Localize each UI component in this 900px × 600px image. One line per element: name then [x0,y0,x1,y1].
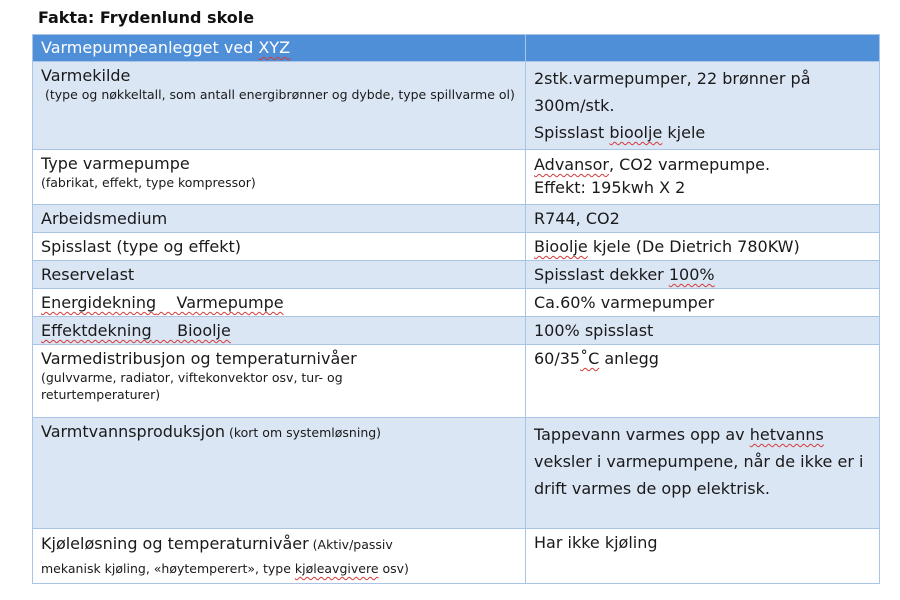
row-value: R744, CO2 [534,209,620,228]
row-label: Reservelast [41,265,135,284]
value-text: Spisslast [534,123,610,142]
header-text-xyz: XYZ [258,38,291,57]
value-text-bioolje: Bioolje [534,237,588,256]
row-value-cell [526,317,880,345]
header-text: Varmepumpeanlegget ved [41,38,259,57]
row-label-cell [33,233,526,261]
table-row [33,205,880,233]
page-title: Fakta: Frydenlund skole [38,8,255,27]
row-sublabel: (Aktiv/passiv [308,537,393,552]
table-row [33,345,880,418]
table-row [33,529,880,584]
row-label-cell [33,205,526,233]
row-label-suffix: Varmepumpe [156,293,284,312]
row-sublabel: (type og nøkkeltall, som antall energibrønner og dybde, type spillvarme ol) [45,87,515,102]
row-value: 60/35 [534,349,581,368]
row-sublabel-end: osv) [378,561,409,576]
row-sublabel: (gulvvarme, radiator, viftekonvektor osv, tur- og returtemperaturer) [41,370,343,402]
row-value [534,153,871,176]
value-text-degree: ˚C [580,349,600,368]
row-value-cell [526,62,880,150]
row-value-2 [534,119,871,146]
row-value-cell [526,150,880,205]
row-value-cont: veksler i varmepumpene, når de ikke er i drift varmes de opp elektrisk. [534,452,864,498]
row-label-cell [33,62,526,150]
row-value-cell [526,261,880,289]
row-sublabel-word: kjøleavgivere [294,561,379,576]
value-text-hetvanns: hetvanns [749,425,824,444]
row-value: 2stk.varmepumper, 22 brønner på 300m/stk. [534,69,811,115]
row-label-cell [33,345,526,418]
value-text: kjele [662,123,706,142]
row-label: Kjøleløsning og temperaturnivåer [41,534,309,553]
row-label: Energidekning [41,293,157,312]
row-value: kjele (De Dietrich 780KW) [587,237,800,256]
row-value-2: Effekt: 195kwh X 2 [534,178,686,197]
value-text-bioolje: bioolje [609,123,663,142]
row-label: Varmtvannsproduksjon [41,422,225,441]
row-label-cell [33,529,526,584]
table-row [33,261,880,289]
table-row [33,150,880,205]
row-value: Ca.60% varmepumper [534,293,715,312]
row-value-cell [526,289,880,317]
row-label: Arbeidsmedium [41,209,168,228]
value-text-percent: 100% [668,265,715,284]
table-row [33,233,880,261]
table-row [33,317,880,345]
row-label-suffix: Bioolje [151,321,231,340]
row-sublabel-2: mekanisk kjøling, «høytemperert», type [41,561,295,576]
table-header-row [33,35,880,62]
row-value-suffix: anlegg [599,349,659,368]
value-text: , CO2 varmepumpe. [608,155,771,174]
value-text-advansor: Advansor [534,155,609,174]
row-label-cell [33,317,526,345]
facts-table [32,34,880,584]
table-row [33,418,880,529]
row-value-cell [526,345,880,418]
header-cell-right [526,35,880,62]
table-row [33,62,880,150]
row-value: Spisslast dekker [534,265,669,284]
row-value: Tappevann varmes opp av [534,425,750,444]
row-sublabel: (kort om systemløsning) [225,425,382,440]
row-label: Type varmepumpe [41,154,190,173]
row-label: Varmedistribusjon og temperaturnivåer [41,349,357,368]
row-label-cell [33,289,526,317]
row-sublabel: (fabrikat, effekt, type kompressor) [41,175,256,190]
row-label: Varmekilde [41,66,131,85]
table-row [33,289,880,317]
row-value-cell [526,233,880,261]
row-value-cell [526,418,880,529]
row-value: Har ikke kjøling [534,533,658,552]
row-label: Effektdekning [41,321,152,340]
row-value: 100% spisslast [534,321,654,340]
row-value-cell [526,205,880,233]
row-label-cell [33,261,526,289]
row-value-cell [526,529,880,584]
header-cell-left [33,35,526,62]
row-label-cell [33,150,526,205]
row-label-cell [33,418,526,529]
row-label: Spisslast (type og effekt) [41,237,241,256]
